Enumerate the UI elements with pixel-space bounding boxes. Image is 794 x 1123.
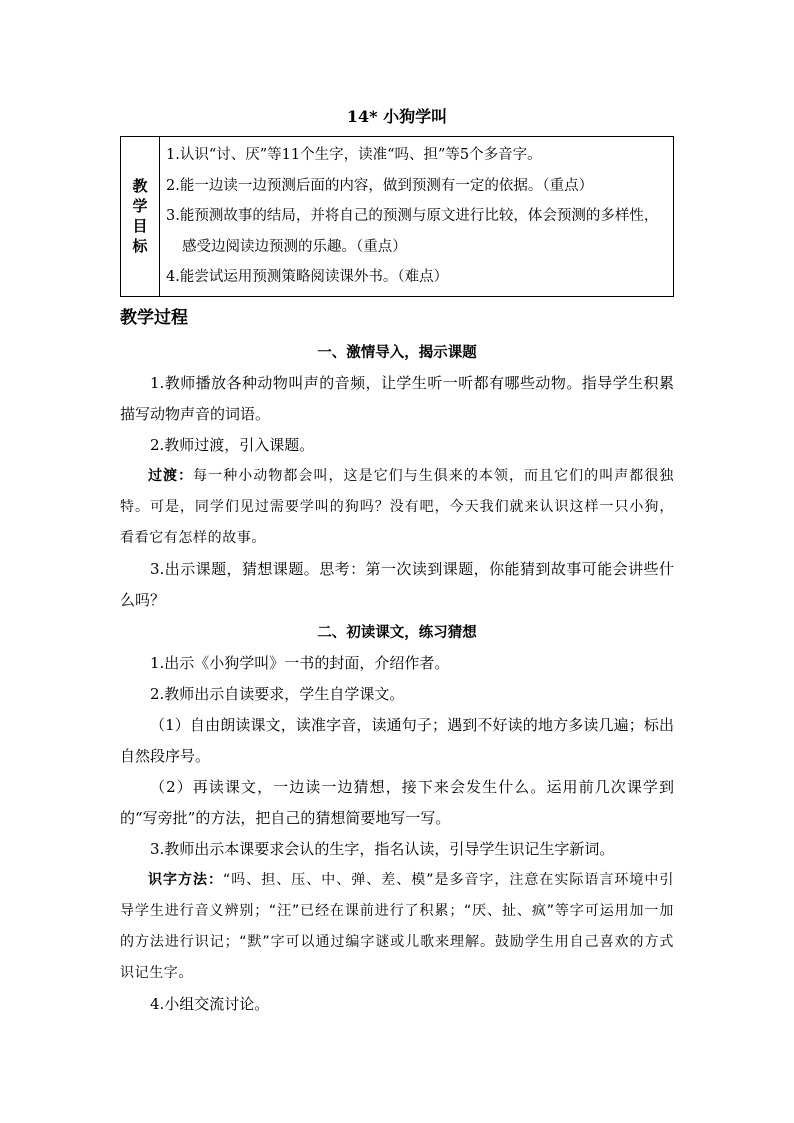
- paragraph: 3.出示课题，猜想课题。思考：第一次读到课题，你能猜到故事可能会讲些什么吗？: [120, 560, 674, 609]
- note-text: “吗、担、压、中、弹、差、模”是多音字，注意在实际语言环境中引导学生进行音义辨别；“汪”已经在课前进行了积累；“厌、扯、疯”等字可运用加一加的方法进行识记；“默”字可以通过编字谜或儿歌来理解。鼓励学生用自己喜欢的方式识记生字。: [120, 872, 674, 981]
- goal-label-char: 学: [132, 197, 148, 216]
- goal-item: 3.能预测故事的结局，并将自己的预测与原文进行比较，体会预测的多样性，感受边阅读边预测的乐趣。（重点）: [166, 208, 659, 255]
- teaching-goals-table: [120, 136, 674, 297]
- goal-item: 2.能一边读一边预测后面的内容，做到预测有一定的依据。（重点）: [166, 177, 594, 194]
- section-1: [120, 338, 674, 616]
- literacy-method-note: [120, 865, 674, 989]
- paragraph: 2.教师过渡，引入课题。: [150, 436, 315, 454]
- paragraph: 3.教师出示本课要求会认的生字，指名认读，引导学生识记生字新词。: [150, 840, 615, 858]
- note-lead: 识字方法：: [148, 872, 223, 888]
- paragraph: 4.小组交流讨论。: [150, 995, 270, 1013]
- note-text: 每一种小动物都会叫，这是它们与生俱来的本领，而且它们的叫声都很独特。可是，同学们见过需要学叫的狗吗？没有吧，今天我们就来认识这样一只小狗，看看它有怎样的故事。: [120, 468, 674, 546]
- teaching-goals-label: [121, 137, 160, 297]
- paragraph: （2）再读课文，一边读一边猜想，接下来会发生什么。运用前几次课学到的“写旁批”的方法，把自己的猜想简要地写一写。: [120, 778, 674, 827]
- paragraph: 1.出示《小狗学叫》一书的封面，介绍作者。: [150, 654, 450, 672]
- goal-label-char: 目: [132, 217, 148, 236]
- goal-item: 1.认识“讨、厌”等11个生字，读准“吗、担”等5个多音字。: [166, 147, 542, 163]
- teaching-goals-list: [160, 137, 674, 297]
- teaching-process-title: 教学过程: [120, 308, 188, 328]
- paragraph: 2.教师出示自读要求，学生自学课文。: [150, 685, 405, 703]
- goal-label-char: 教: [132, 177, 148, 196]
- section-2: [120, 618, 674, 1020]
- goal-item: 4.能尝试运用预测策略阅读课外书。（难点）: [166, 269, 449, 285]
- paragraph: （1）自由朗读课文，读准字音，读通句子；遇到不好读的地方多读几遍；标出自然段序号。: [120, 716, 674, 765]
- section-heading: 二、初读课文，练习猜想: [317, 624, 477, 641]
- transition-note: [120, 461, 674, 554]
- lesson-title: 14* 小狗学叫: [346, 107, 448, 126]
- note-lead: 过渡：: [148, 468, 194, 484]
- paragraph: 1.教师播放各种动物叫声的音频，让学生听一听都有哪些动物。指导学生积累描写动物声音的词语。: [120, 374, 674, 423]
- section-heading: 一、激情导入，揭示课题: [317, 344, 477, 361]
- goal-label-char: 标: [132, 237, 148, 256]
